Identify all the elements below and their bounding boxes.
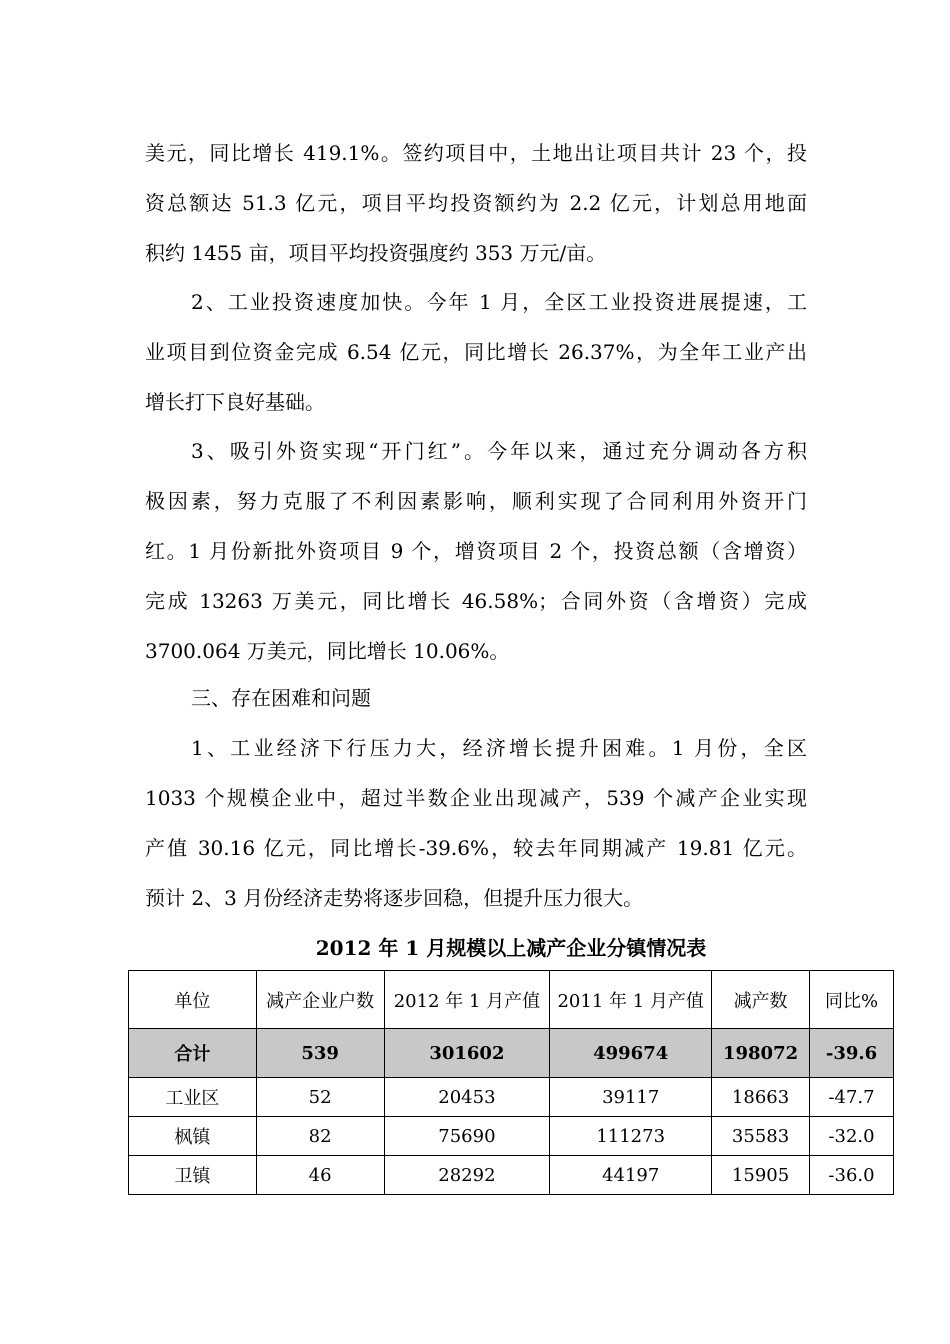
table-cell: 499674: [550, 1029, 712, 1078]
column-header: 2011 年 1 月产值: [550, 971, 712, 1029]
text-line: 2、工业投资速度加快。今年 1 月，全区工业投资进展提速，工: [191, 290, 807, 314]
text-line: 3700.064 万美元，同比增长 10.06%。: [145, 639, 510, 663]
table-cell: -39.6: [810, 1029, 894, 1078]
table-cell: 75690: [384, 1117, 550, 1156]
paragraph-industrial-pressure: [145, 723, 807, 923]
text-line: 预计 2、3 月份经济走势将逐步回稳，但提升压力很大。: [145, 886, 644, 910]
table-cell: 20453: [384, 1078, 550, 1117]
paragraph-foreign-investment: [145, 426, 807, 676]
table-row: [129, 1078, 894, 1117]
table-row: [129, 1156, 894, 1195]
text-line: 增长打下良好基础。: [145, 390, 325, 414]
table-cell: 52: [256, 1078, 384, 1117]
text-line: 资总额达 51.3 亿元，项目平均投资额约为 2.2 亿元，计划总用地面: [145, 191, 807, 215]
table-cell: 301602: [384, 1029, 550, 1078]
table-cell: 18663: [712, 1078, 810, 1117]
text-line: 红。1 月份新批外资项目 9 个，增资项目 2 个，投资总额（含增资）: [145, 539, 807, 563]
table-cell: 卫镇: [129, 1156, 257, 1195]
text-line: 业项目到位资金完成 6.54 亿元，同比增长 26.37%，为全年工业产出: [145, 340, 807, 364]
section-heading-text: 三、存在困难和问题: [191, 686, 371, 710]
text-line: 美元，同比增长 419.1%。签约项目中，土地出让项目共计 23 个，投: [145, 141, 807, 165]
table-cell: 枫镇: [129, 1117, 257, 1156]
table-cell: 15905: [712, 1156, 810, 1195]
text-line: 积约 1455 亩，项目平均投资强度约 353 万元/亩。: [145, 241, 607, 265]
table-row: [129, 1117, 894, 1156]
table-cell: -47.7: [810, 1078, 894, 1117]
column-header: 同比%: [810, 971, 894, 1029]
production-decline-table: [128, 970, 894, 1195]
table-cell: -36.0: [810, 1156, 894, 1195]
table-cell: 198072: [712, 1029, 810, 1078]
table-cell: 39117: [550, 1078, 712, 1117]
table-cell: 35583: [712, 1117, 810, 1156]
table-cell: 合计: [129, 1029, 257, 1078]
text-line: 极因素，努力克服了不利因素影响，顺利实现了合同利用外资开门: [145, 489, 807, 513]
column-header: 减产企业户数: [256, 971, 384, 1029]
table-cell: -32.0: [810, 1117, 894, 1156]
table-cell: 539: [256, 1029, 384, 1078]
text-line: 1033 个规模企业中，超过半数企业出现减产，539 个减产企业实现: [145, 786, 807, 810]
table-cell: 工业区: [129, 1078, 257, 1117]
table-header-row: [129, 971, 894, 1029]
column-header: 减产数: [712, 971, 810, 1029]
table-cell: 111273: [550, 1117, 712, 1156]
text-line: 3、吸引外资实现“开门红”。今年以来，通过充分调动各方积: [191, 439, 807, 463]
table-total-row: [129, 1029, 894, 1078]
paragraph-industrial-investment: [145, 277, 807, 427]
text-line: 产值 30.16 亿元，同比增长-39.6%，较去年同期减产 19.81 亿元。: [145, 836, 807, 860]
table-cell: 82: [256, 1117, 384, 1156]
text-line: 完成 13263 万美元，同比增长 46.58%；合同外资（含增资）完成: [145, 589, 807, 613]
column-header: 单位: [129, 971, 257, 1029]
column-header: 2012 年 1 月产值: [384, 971, 550, 1029]
table-cell: 46: [256, 1156, 384, 1195]
paragraph-investment-summary: [145, 128, 807, 278]
table-cell: 28292: [384, 1156, 550, 1195]
section-heading: [145, 673, 807, 723]
table-title: 2012 年 1 月规模以上减产企业分镇情况表: [315, 936, 707, 960]
table-cell: 44197: [550, 1156, 712, 1195]
text-line: 1、工业经济下行压力大，经济增长提升困难。1 月份，全区: [191, 736, 807, 760]
